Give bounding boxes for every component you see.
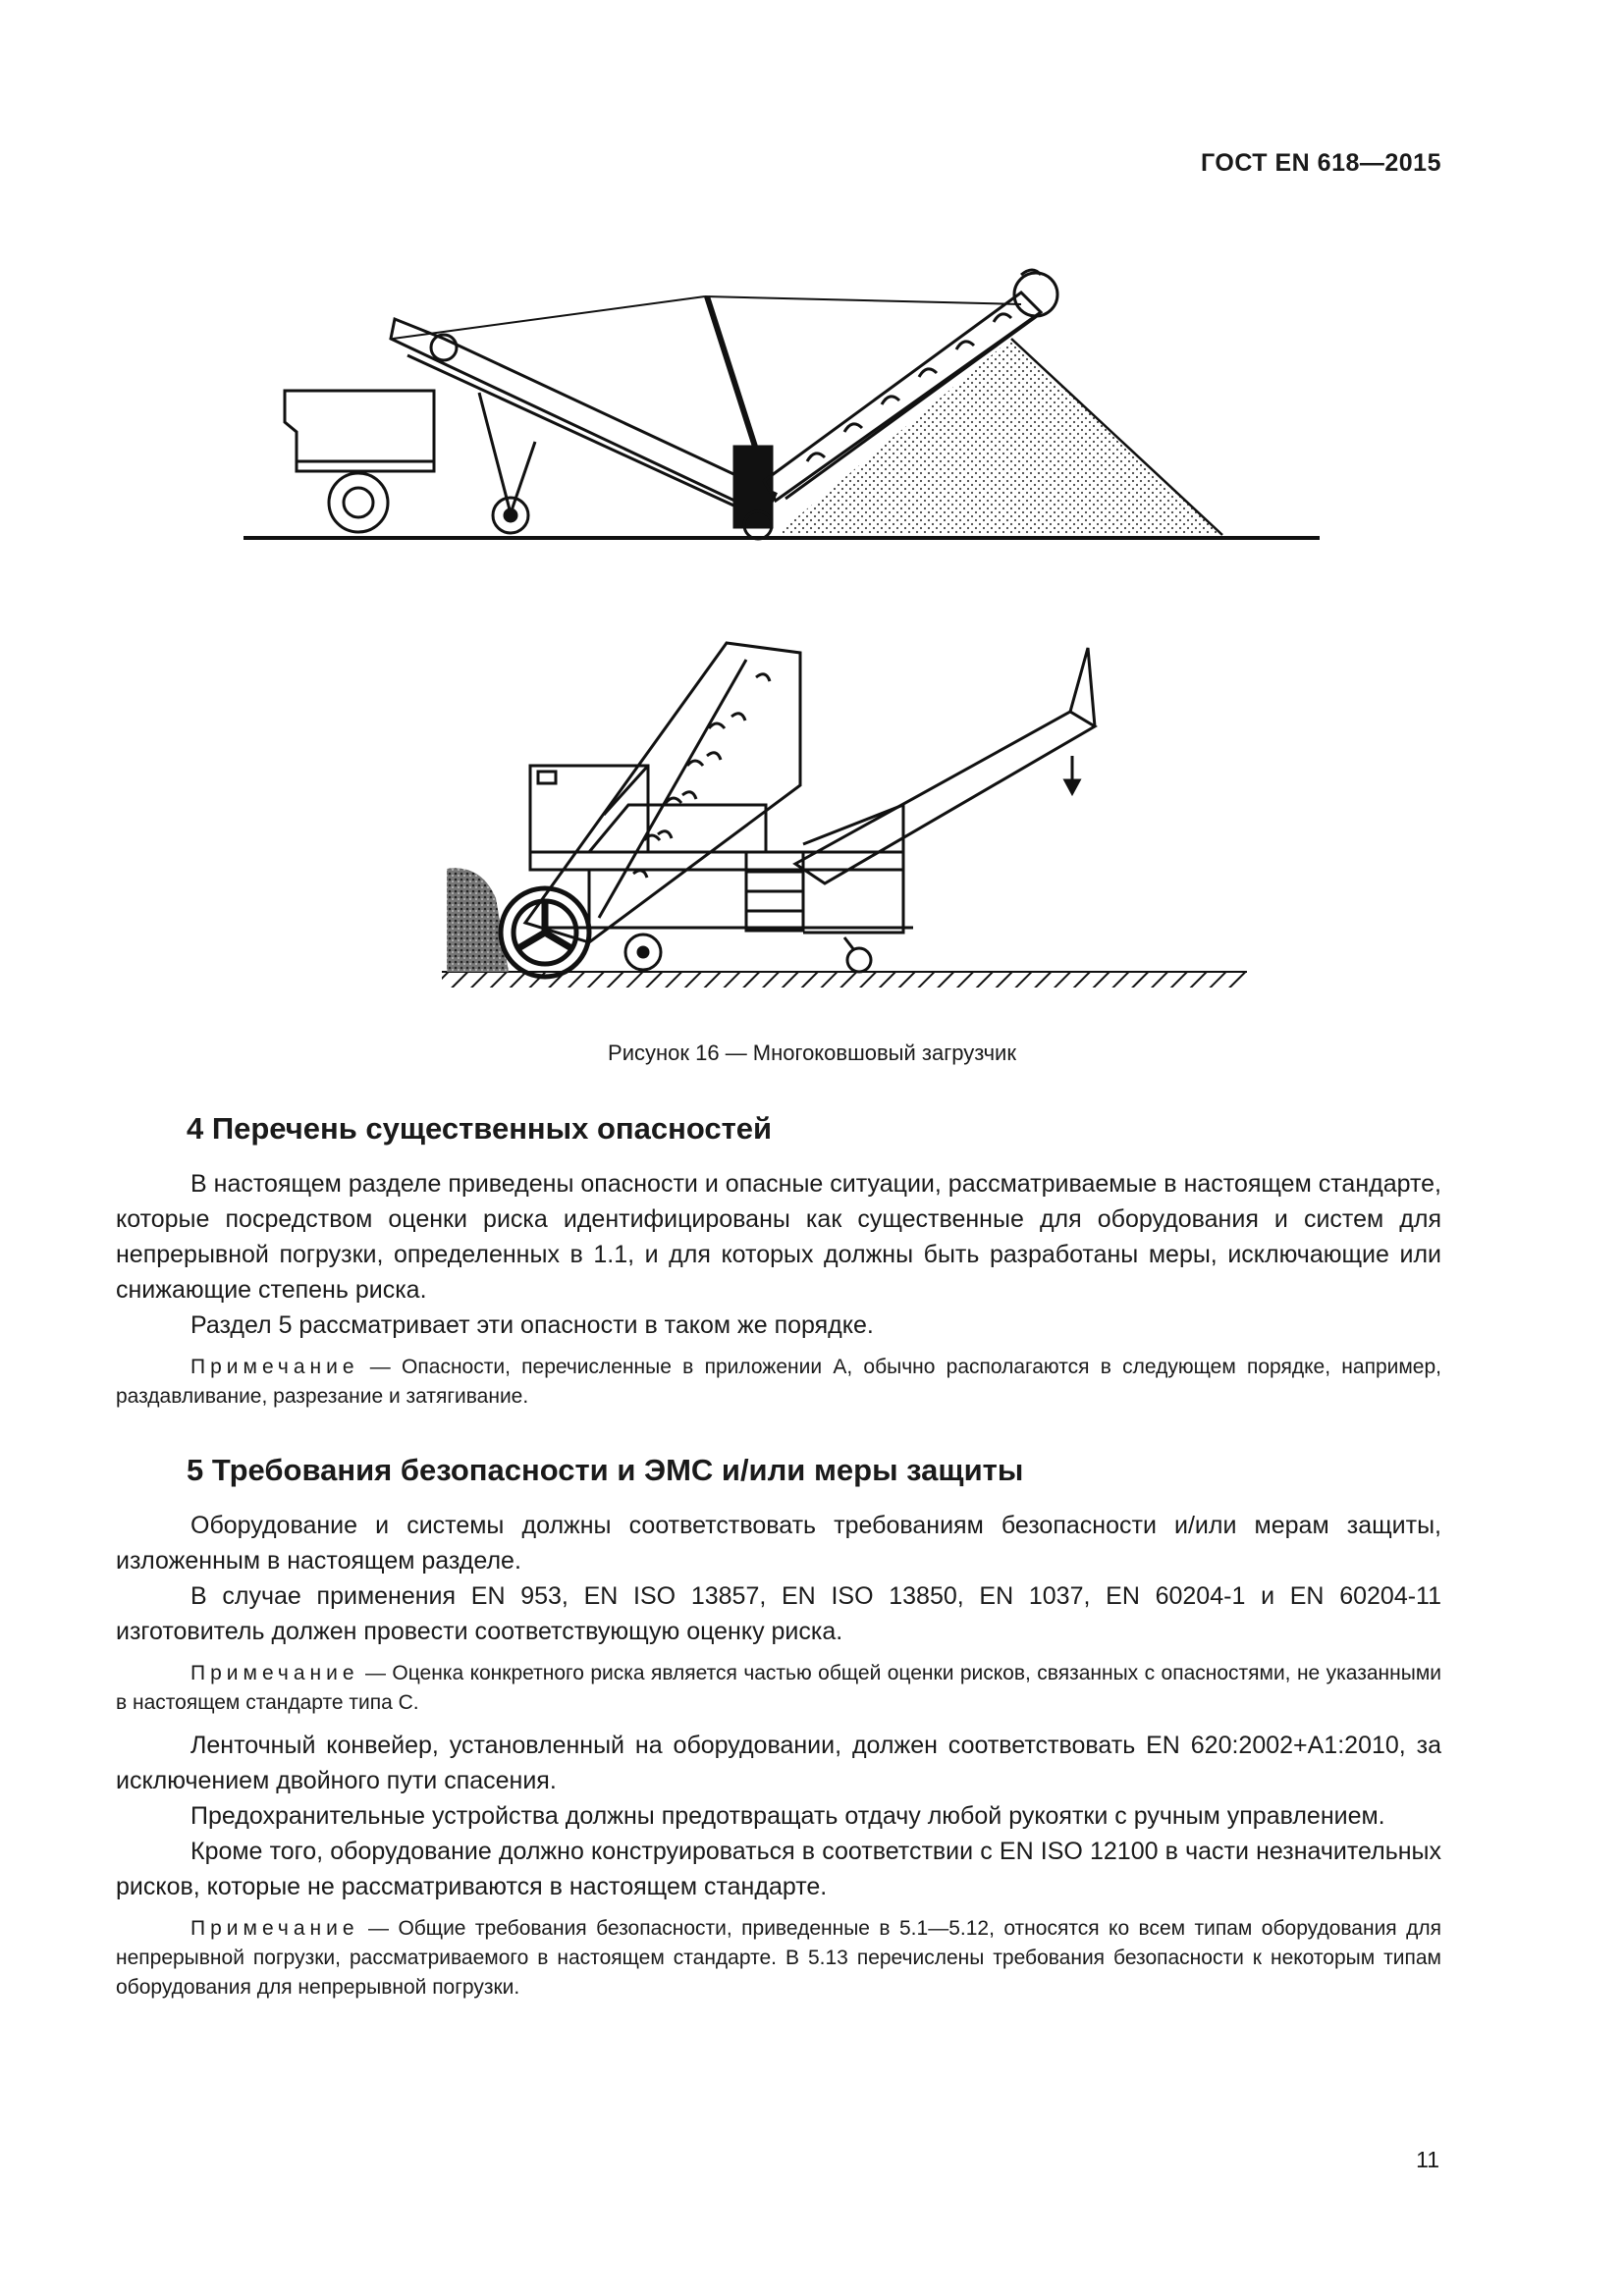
page-number: 11 — [1416, 2147, 1439, 2172]
note-label: Примечание — [190, 1356, 359, 1378]
section-5-paragraph: Кроме того, оборудование должно конструироваться в соответствии с EN ISO 12100 в части незначительных рисков, которые не рассматриваются в настоящем стандарте. — [116, 1838, 1441, 1900]
section-5-note — [116, 1659, 1441, 1718]
note-label: Примечание — [190, 1917, 359, 1940]
note-text: — Общие требования безопасности, приведенные в 5.1—5.12, относятся ко всем типам оборудования для непрерывной погрузки, рассматриваемого в настоящем стандарте. В 5.13 перечислены требования безопасности к некоторым типам оборудования для непрерывной погрузки. — [116, 1917, 1441, 1999]
section-5-paragraph: Оборудование и системы должны соответствовать требованиям безопасности и/или мерам защиты, изложенным в настоящем разделе. — [116, 1512, 1441, 1575]
section-5-paragraph: Предохранительные устройства должны предотвращать отдачу любой рукоятки с ручным управлением. — [190, 1802, 1385, 1830]
section-4-paragraph: В настоящем разделе приведены опасности и опасные ситуации, рассматриваемые в настоящем стандарте, которые посредством оценки риска идентифицированы как существенные для оборудования и систем для непрерывной погрузки, определенных в 1.1, и для которых должны быть разработаны меры, исключающие или снижающие степень риска. — [116, 1170, 1441, 1304]
section-5-paragraph: В случае применения EN 953, EN ISO 13857, EN ISO 13850, EN 1037, EN 60204-1 и EN 60204-11 изготовитель должен провести соответствующую оценку риска. — [116, 1582, 1441, 1645]
document-header: ГОСТ EN 618—2015 — [1201, 149, 1441, 177]
figure-caption: Рисунок 16 — Многоковшовый загрузчик — [608, 1041, 1016, 1065]
note-text: — Оценка конкретного риска является частью общей оценки рисков, связанных с опасностями, не указанными в настоящем стандарте типа С. — [116, 1662, 1441, 1714]
section-4-paragraph: Раздел 5 рассматривает эти опасности в таком же порядке. — [190, 1311, 874, 1339]
section-5-heading: 5 Требования безопасности и ЭМС и/или меры защиты — [187, 1453, 1024, 1487]
lower-bucket-loader-drawing — [442, 643, 1247, 988]
note-text: — Опасности, перечисленные в приложении А, обычно располагаются в следующем порядке, например, раздавливание, разрезание и затягивание. — [116, 1356, 1441, 1408]
section-4-heading: 4 Перечень существенных опасностей — [187, 1111, 773, 1146]
section-5-note — [116, 1914, 1441, 2002]
section-4-note — [116, 1353, 1441, 1412]
figure-16-illustration — [0, 0, 1624, 1041]
upper-conveyor-stockpile-drawing — [244, 270, 1320, 539]
section-5-paragraph: Ленточный конвейер, установленный на оборудовании, должен соответствовать EN 620:2002+A1:2010, за исключением двойного пути спасения. — [116, 1732, 1441, 1794]
note-label: Примечание — [190, 1662, 359, 1684]
document-body — [116, 1109, 1441, 2002]
